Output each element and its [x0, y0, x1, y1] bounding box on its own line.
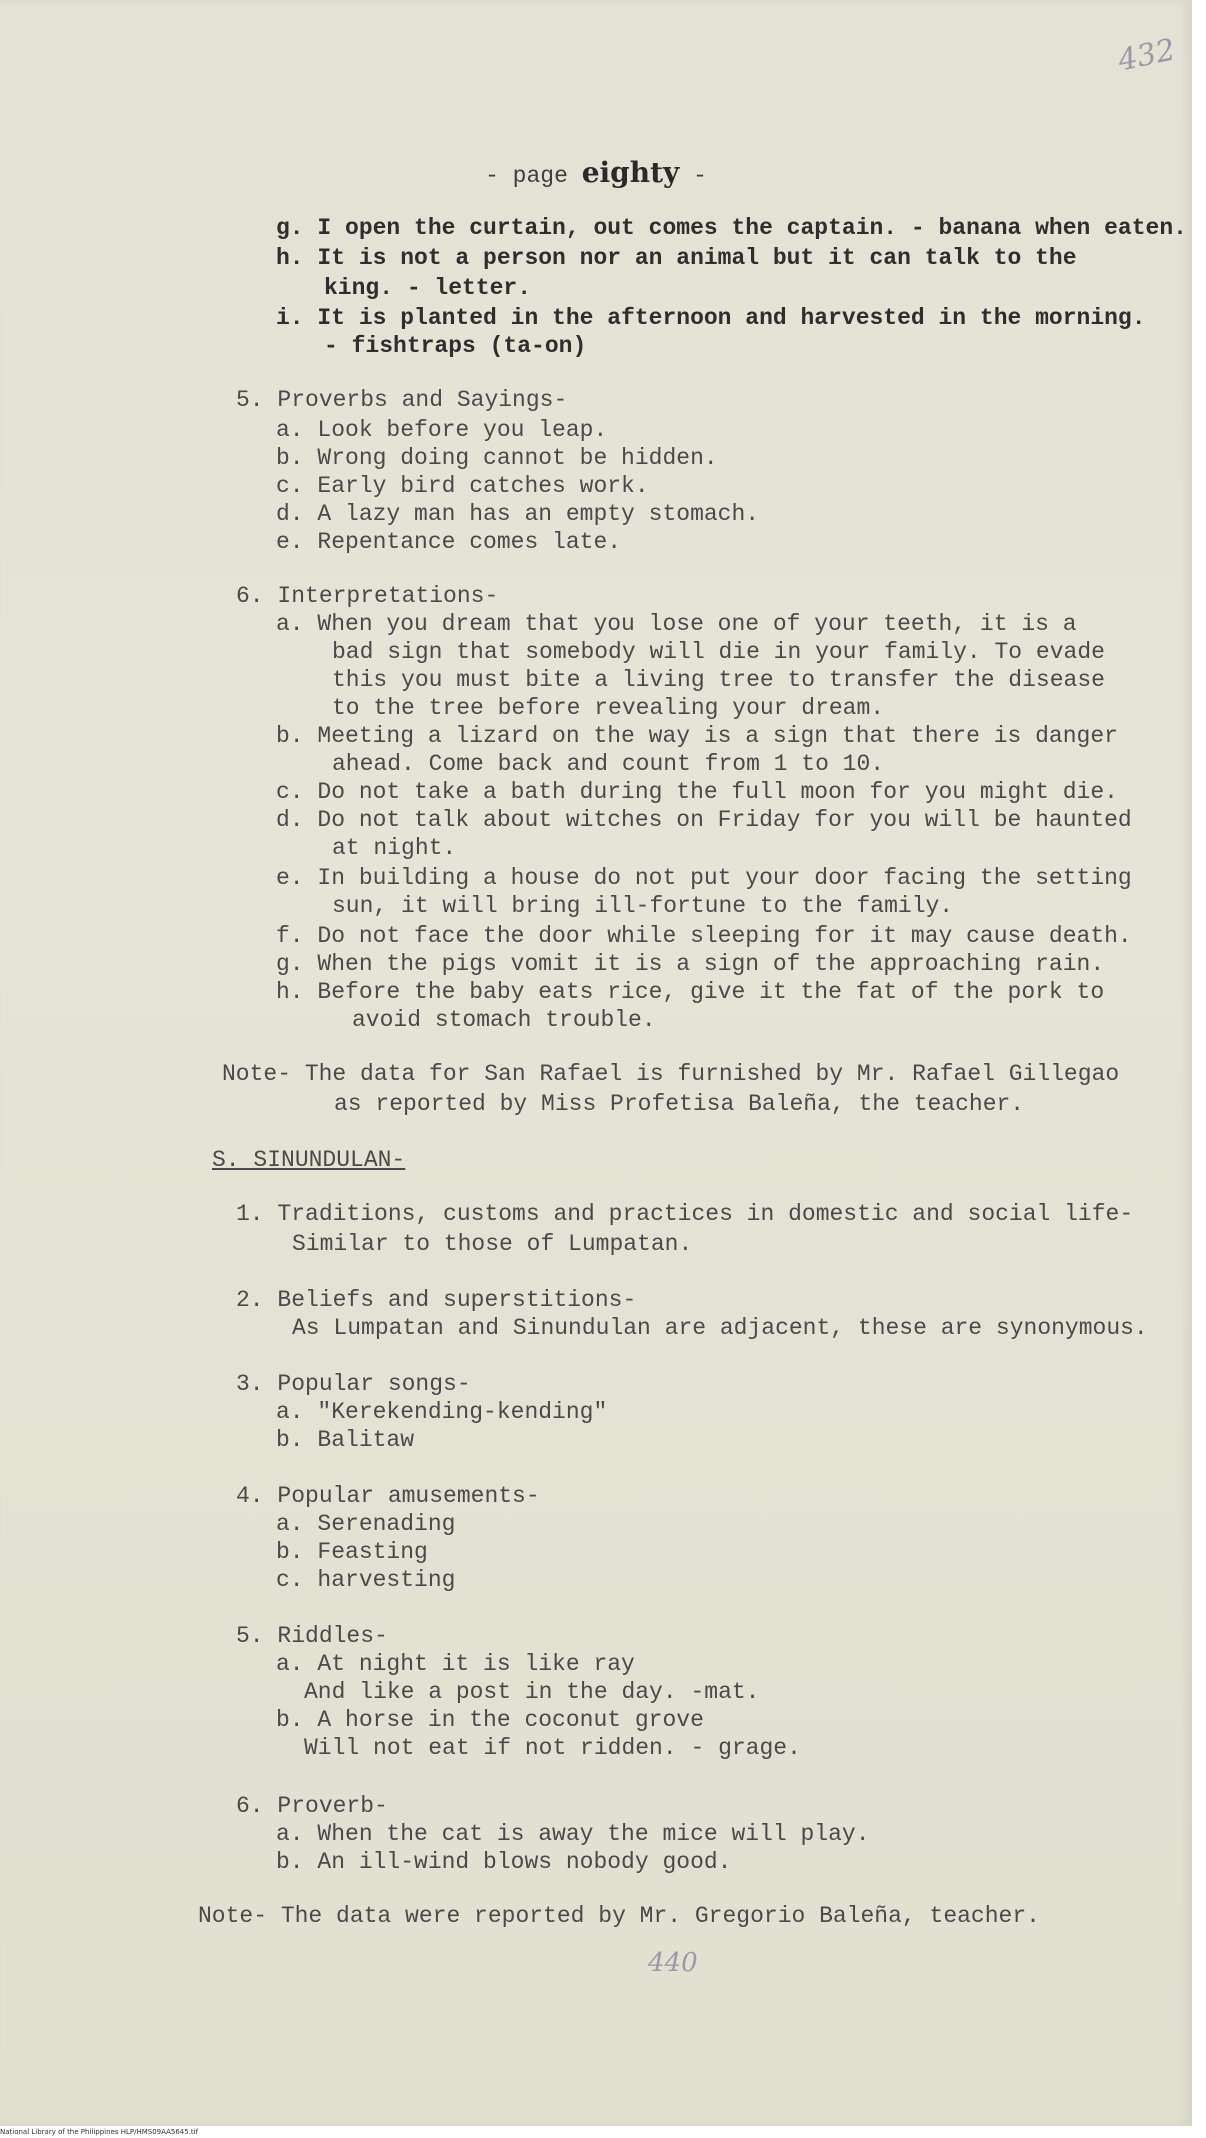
list-item-continuation: this you must bite a living tree to transfer the disease: [332, 667, 1105, 693]
section-heading: 1. Traditions, customs and practices in domestic and social life-: [236, 1201, 1134, 1227]
pencil-page-number: 432: [1114, 32, 1179, 79]
page-header-prefix: - page: [485, 163, 582, 189]
text-line: g. I open the curtain, out comes the captain. - banana when eaten.: [276, 215, 1187, 241]
text-line: h. It is not a person nor an animal but it can talk to the: [276, 245, 1077, 271]
list-item-continuation: Similar to those of Lumpatan.: [292, 1231, 693, 1257]
list-item: a. When the cat is away the mice will play.: [276, 1821, 870, 1847]
section-heading: 3. Popular songs-: [236, 1371, 471, 1397]
list-item-continuation: to the tree before revealing your dream.: [332, 695, 885, 721]
list-item: b. Wrong doing cannot be hidden.: [276, 445, 718, 471]
page-header-suffix: -: [679, 163, 707, 189]
list-item: f. Do not face the door while sleeping for it may cause death.: [276, 923, 1132, 949]
list-item: a. "Kerekending-kending": [276, 1399, 608, 1425]
list-item-continuation: As Lumpatan and Sinundulan are adjacent, these are synonymous.: [292, 1315, 1148, 1341]
list-item: b. Balitaw: [276, 1427, 415, 1453]
list-item: a. Look before you leap.: [276, 417, 608, 443]
list-item-continuation: at night.: [332, 835, 457, 861]
list-item: b. Meeting a lizard on the way is a sign that there is danger: [276, 723, 1118, 749]
list-item: a. When you dream that you lose one of your teeth, it is a: [276, 611, 1077, 637]
list-item-continuation: ahead. Come back and count from 1 to 10.: [332, 751, 885, 777]
page-header: [0, 156, 1192, 189]
section-heading: 4. Popular amusements-: [236, 1483, 540, 1509]
list-item-continuation: bad sign that somebody will die in your family. To evade: [332, 639, 1105, 665]
archive-footer: National Library of the Philippines HLP/HMS09AA5645.tif: [0, 2126, 1206, 2138]
list-item: c. harvesting: [276, 1567, 456, 1593]
list-item-continuation: And like a post in the day. -mat.: [304, 1679, 760, 1705]
list-item-continuation: sun, it will bring ill-fortune to the family.: [332, 893, 954, 919]
list-item: b. A horse in the coconut grove: [276, 1707, 704, 1733]
pencil-folio-mark: 440: [648, 1948, 698, 1978]
list-item: a. Serenading: [276, 1511, 456, 1537]
list-item: b. An ill-wind blows nobody good.: [276, 1849, 732, 1875]
text-line: king. - letter.: [324, 275, 532, 301]
section-heading: 2. Beliefs and superstitions-: [236, 1287, 637, 1313]
list-item: b. Feasting: [276, 1539, 428, 1565]
text-line: - fishtraps (ta-on): [324, 333, 587, 359]
list-item: e. Repentance comes late.: [276, 529, 622, 555]
section-heading: S. SINUNDULAN-: [212, 1147, 406, 1173]
list-item-continuation: avoid stomach trouble.: [352, 1007, 656, 1033]
list-item: e. In building a house do not put your door facing the setting: [276, 865, 1132, 891]
section-heading: 5. Proverbs and Sayings-: [236, 387, 568, 413]
list-item-continuation: Will not eat if not ridden. - grage.: [304, 1735, 801, 1761]
list-item: d. Do not talk about witches on Friday for you will be haunted: [276, 807, 1132, 833]
list-item: h. Before the baby eats rice, give it the fat of the pork to: [276, 979, 1105, 1005]
section-heading: 5. Riddles-: [236, 1623, 388, 1649]
note-line: Note- The data for San Rafael is furnished by Mr. Rafael Gillegao: [222, 1061, 1120, 1087]
list-item: d. A lazy man has an empty stomach.: [276, 501, 760, 527]
note-line: Note- The data were reported by Mr. Gregorio Baleña, teacher.: [198, 1903, 1040, 1929]
list-item: g. When the pigs vomit it is a sign of the approaching rain.: [276, 951, 1105, 977]
note-line: as reported by Miss Profetisa Baleña, the teacher.: [334, 1091, 1025, 1117]
section-heading: 6. Interpretations-: [236, 583, 499, 609]
page-header-handwritten: eighty: [581, 156, 680, 189]
section-heading: 6. Proverb-: [236, 1793, 388, 1819]
list-item: c. Do not take a bath during the full moon for you might die.: [276, 779, 1118, 805]
list-item: a. At night it is like ray: [276, 1651, 635, 1677]
text-line: i. It is planted in the afternoon and harvested in the morning.: [276, 305, 1146, 331]
list-item: c. Early bird catches work.: [276, 473, 649, 499]
